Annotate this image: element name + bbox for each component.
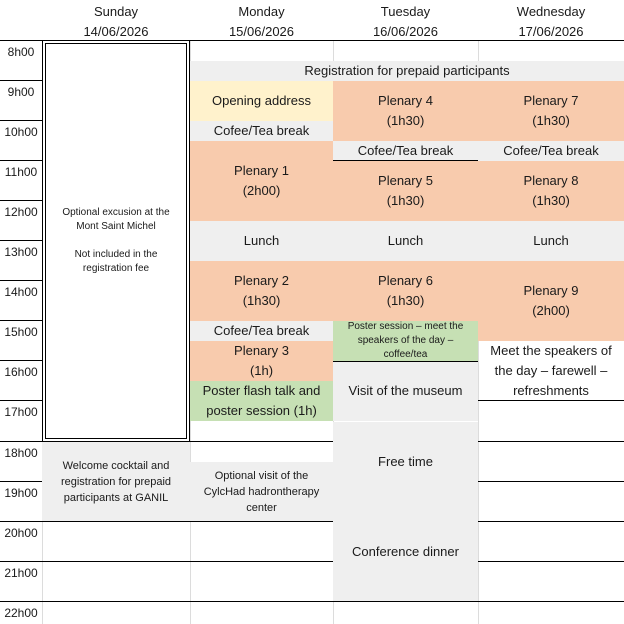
day-header-monday — [190, 2, 333, 42]
farewell-label: Meet the speakers of the day – farewell – refreshments — [490, 343, 612, 398]
hour-label: 20h00 — [4, 526, 38, 540]
plenary-title: Plenary 9 — [523, 283, 579, 298]
plenary-title: Plenary 5 — [378, 173, 433, 188]
plenary-title: Plenary 4 — [378, 93, 433, 108]
day-name: Wednesday — [516, 4, 586, 19]
hour-label: 21h00 — [4, 566, 38, 580]
sunday-excursion-block — [42, 40, 190, 442]
break-label: Cofee/Tea break — [357, 143, 454, 158]
lunch-label: Lunch — [243, 233, 280, 248]
plenary-title: Plenary 8 — [523, 173, 579, 188]
block-divider — [333, 160, 478, 161]
day-name: Tuesday — [380, 4, 431, 19]
opening-address-block — [190, 81, 333, 121]
lunch-block — [478, 221, 624, 261]
poster-flash-block — [190, 381, 333, 421]
day-date: 16/06/2026 — [372, 24, 439, 39]
hour-label: 13h00 — [4, 245, 38, 259]
lunch-block — [190, 221, 333, 261]
plenary-5-block — [333, 161, 478, 221]
plenary-duration: (1h30) — [386, 193, 425, 208]
plenary-7-block — [478, 81, 624, 141]
plenary-title: Plenary 3 — [234, 343, 289, 358]
plenary-6-block — [333, 261, 478, 321]
break-label: Cofee/Tea break — [503, 143, 599, 158]
plenary-4-block — [333, 81, 478, 141]
day-date: 15/06/2026 — [228, 24, 295, 39]
coffee-break-block — [333, 141, 478, 161]
opening-title: Opening address — [211, 93, 311, 108]
plenary-duration: (1h30) — [532, 113, 570, 128]
excursion-note: Not included in the registration fee — [74, 249, 158, 274]
day-header-tuesday — [333, 2, 478, 42]
plenary-duration: (1h) — [249, 363, 274, 378]
conference-dinner-block — [333, 502, 478, 601]
dinner-label: Conference dinner — [352, 543, 459, 559]
break-label: Cofee/Tea break — [213, 323, 310, 338]
hour-label: 9h00 — [7, 85, 35, 99]
excursion-text: Optional excusion at the Mont Saint Michel — [62, 207, 170, 232]
welcome-cocktail-block — [42, 442, 190, 521]
plenary-duration: (1h30) — [386, 293, 425, 308]
plenary-duration: (2h00) — [242, 183, 281, 198]
plenary-1-block — [190, 141, 333, 221]
free-time-label: Free time — [378, 454, 433, 469]
day-date: 14/06/2026 — [83, 24, 149, 39]
welcome-text: Welcome cocktail and registration for prepaid participants at GANIL — [60, 459, 172, 504]
plenary-3-block — [190, 341, 333, 381]
day-name: Monday — [238, 4, 285, 19]
coffee-break-block — [190, 321, 333, 341]
coffee-break-block — [190, 121, 333, 141]
registration-text: Registration for prepaid participants — [304, 63, 510, 78]
hour-line — [0, 561, 624, 562]
plenary-duration: (1h30) — [386, 113, 425, 128]
hour-label: 22h00 — [4, 606, 38, 620]
poster-session-block — [333, 321, 478, 361]
hour-line — [0, 521, 624, 522]
visit-label: Optional visit of the CylcHad hadrontherapy center — [203, 469, 320, 514]
plenary-duration: (2h00) — [532, 303, 570, 318]
hour-label: 19h00 — [4, 486, 38, 500]
poster-flash-label: Poster flash talk and poster session (1h) — [202, 383, 321, 418]
coffee-break-block — [478, 141, 624, 161]
block-divider — [333, 361, 478, 362]
hour-line — [0, 481, 42, 482]
day-date: 17/06/2026 — [518, 24, 584, 39]
plenary-title: Plenary 7 — [523, 93, 579, 108]
museum-visit-block — [333, 361, 478, 421]
lunch-block — [333, 221, 478, 261]
plenary-9-block — [478, 261, 624, 341]
hour-line — [478, 481, 624, 482]
day-header-sunday — [42, 2, 190, 42]
day-header-wednesday — [478, 2, 624, 42]
hour-label: 11h00 — [4, 165, 38, 179]
day-name: Sunday — [93, 4, 139, 19]
plenary-duration: (1h30) — [242, 293, 281, 308]
plenary-title: Plenary 6 — [378, 273, 433, 288]
hour-label: 16h00 — [4, 365, 38, 379]
hour-label: 17h00 — [4, 405, 38, 419]
hadrontherapy-visit-block — [190, 462, 333, 521]
free-time-block — [333, 422, 478, 502]
hour-label: 10h00 — [4, 125, 38, 139]
hour-line — [0, 601, 624, 602]
museum-label: Visit of the museum — [348, 383, 463, 398]
lunch-label: Lunch — [387, 233, 424, 248]
plenary-title: Plenary 2 — [234, 273, 289, 288]
farewell-block — [478, 341, 624, 401]
registration-banner — [190, 61, 624, 81]
plenary-2-block — [190, 261, 333, 321]
hour-label: 14h00 — [4, 285, 38, 299]
lunch-label: Lunch — [533, 233, 569, 248]
plenary-8-block — [478, 161, 624, 221]
plenary-duration: (1h30) — [532, 193, 570, 208]
plenary-title: Plenary 1 — [234, 163, 289, 178]
hour-label: 18h00 — [4, 446, 38, 460]
break-label: Cofee/Tea break — [213, 123, 310, 138]
poster-session-label: Poster session – meet the speakers of the day – coffee/tea — [347, 321, 464, 360]
hour-label: 12h00 — [4, 205, 38, 219]
hour-label: 15h00 — [4, 325, 38, 339]
hour-label: 8h00 — [7, 45, 35, 59]
